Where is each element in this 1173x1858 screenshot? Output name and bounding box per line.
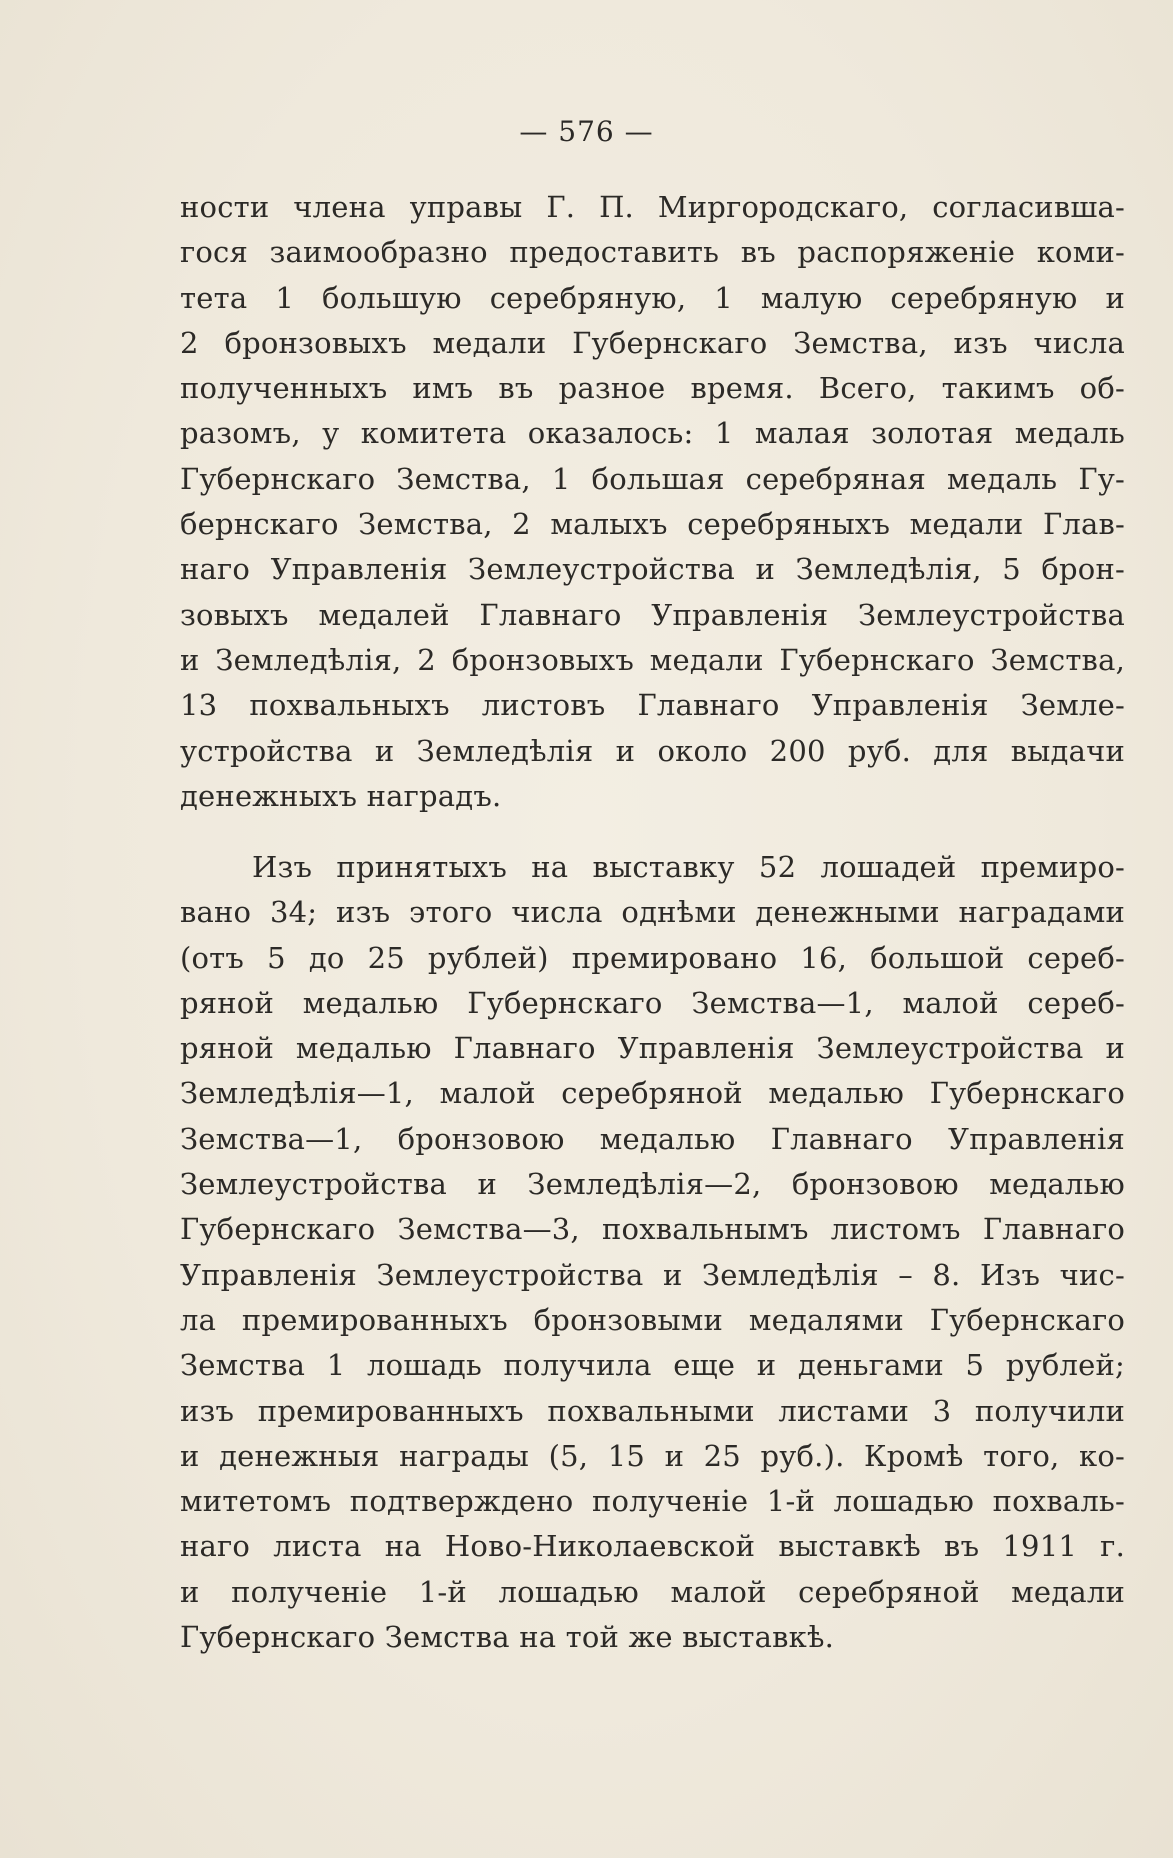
text-line: Губернскаго Земства—3, похвальнымъ листомъ Главнаго bbox=[180, 1212, 1125, 1247]
text-line: Земства—1, бронзовою медалью Главнаго Управленія bbox=[180, 1121, 1125, 1156]
text-line: гося заимообразно предоставить въ распоряженіе коми- bbox=[180, 235, 1125, 270]
text-line: Земства 1 лошадь получила еще и деньгами 5 рублей; bbox=[180, 1348, 1125, 1383]
text-line: наго Управленія Землеустройства и Земледѣлія, 5 брон- bbox=[180, 552, 1125, 587]
text-line: зовыхъ медалей Главнаго Управленія Землеустройства bbox=[180, 597, 1125, 632]
text-line: митетомъ подтверждено полученіе 1-й лошадью похваль- bbox=[180, 1484, 1125, 1519]
text-line: изъ премированныхъ похвальными листами 3 получили bbox=[180, 1393, 1125, 1428]
text-line: и Земледѣлія, 2 бронзовыхъ медали Губернскаго Земства, bbox=[180, 642, 1125, 677]
text-line: 13 похвальныхъ листовъ Главнаго Управленія Земле- bbox=[180, 688, 1125, 723]
text-line: Губернскаго Земства, 1 большая серебряная медаль Гу- bbox=[180, 461, 1125, 496]
text-line: вано 34; изъ этого числа однѣми денежными наградами bbox=[180, 895, 1125, 930]
text-line: устройства и Земледѣлія и около 200 руб. для выдачи bbox=[180, 733, 1125, 768]
text-line: Губернскаго Земства на той же выставкѣ. bbox=[180, 1620, 835, 1655]
text-line: бернскаго Земства, 2 малыхъ серебряныхъ медали Глав- bbox=[180, 507, 1125, 542]
text-line: разомъ, у комитета оказалось: 1 малая золотая медаль bbox=[180, 416, 1125, 451]
text-line: Управленія Землеустройства и Земледѣлія – 8. Изъ чис- bbox=[180, 1257, 1125, 1292]
text-line: тета 1 большую серебряную, 1 малую серебряную и bbox=[180, 280, 1125, 315]
page-number: — 576 — bbox=[519, 115, 654, 148]
text-line: (отъ 5 до 25 рублей) премировано 16, большой сереб- bbox=[180, 940, 1125, 975]
text-line: ности члена управы Г. П. Миргородскаго, согласивша- bbox=[180, 190, 1125, 224]
text-line: и денежныя награды (5, 15 и 25 руб.). Кромѣ того, ко- bbox=[180, 1438, 1125, 1473]
text-line: денежныхъ наградъ. bbox=[180, 778, 502, 813]
text-line: Земледѣлія—1, малой серебряной медалью Губернскаго bbox=[180, 1076, 1125, 1111]
text-line: наго листа на Ново-Николаевской выставкѣ въ 1911 г. bbox=[180, 1529, 1125, 1564]
text-line: Изъ принятыхъ на выставку 52 лошадей премиро- bbox=[252, 850, 1125, 884]
text-line: полученныхъ имъ въ разное время. Всего, такимъ об- bbox=[180, 371, 1125, 406]
text-line: Землеустройства и Земледѣлія—2, бронзовою медалью bbox=[180, 1167, 1125, 1202]
text-line: ряной медалью Главнаго Управленія Землеустройства и bbox=[180, 1031, 1125, 1066]
paragraph-2 bbox=[180, 845, 1125, 1660]
paragraph-1 bbox=[180, 185, 1125, 819]
text-line: и полученіе 1-й лошадью малой серебряной медали bbox=[180, 1574, 1125, 1609]
text-line: 2 бронзовыхъ медали Губернскаго Земства, изъ числа bbox=[180, 325, 1125, 360]
text-line: ряной медалью Губернскаго Земства—1, малой сереб- bbox=[180, 985, 1125, 1020]
text-line: ла премированныхъ бронзовыми медалями Губернскаго bbox=[180, 1302, 1125, 1337]
